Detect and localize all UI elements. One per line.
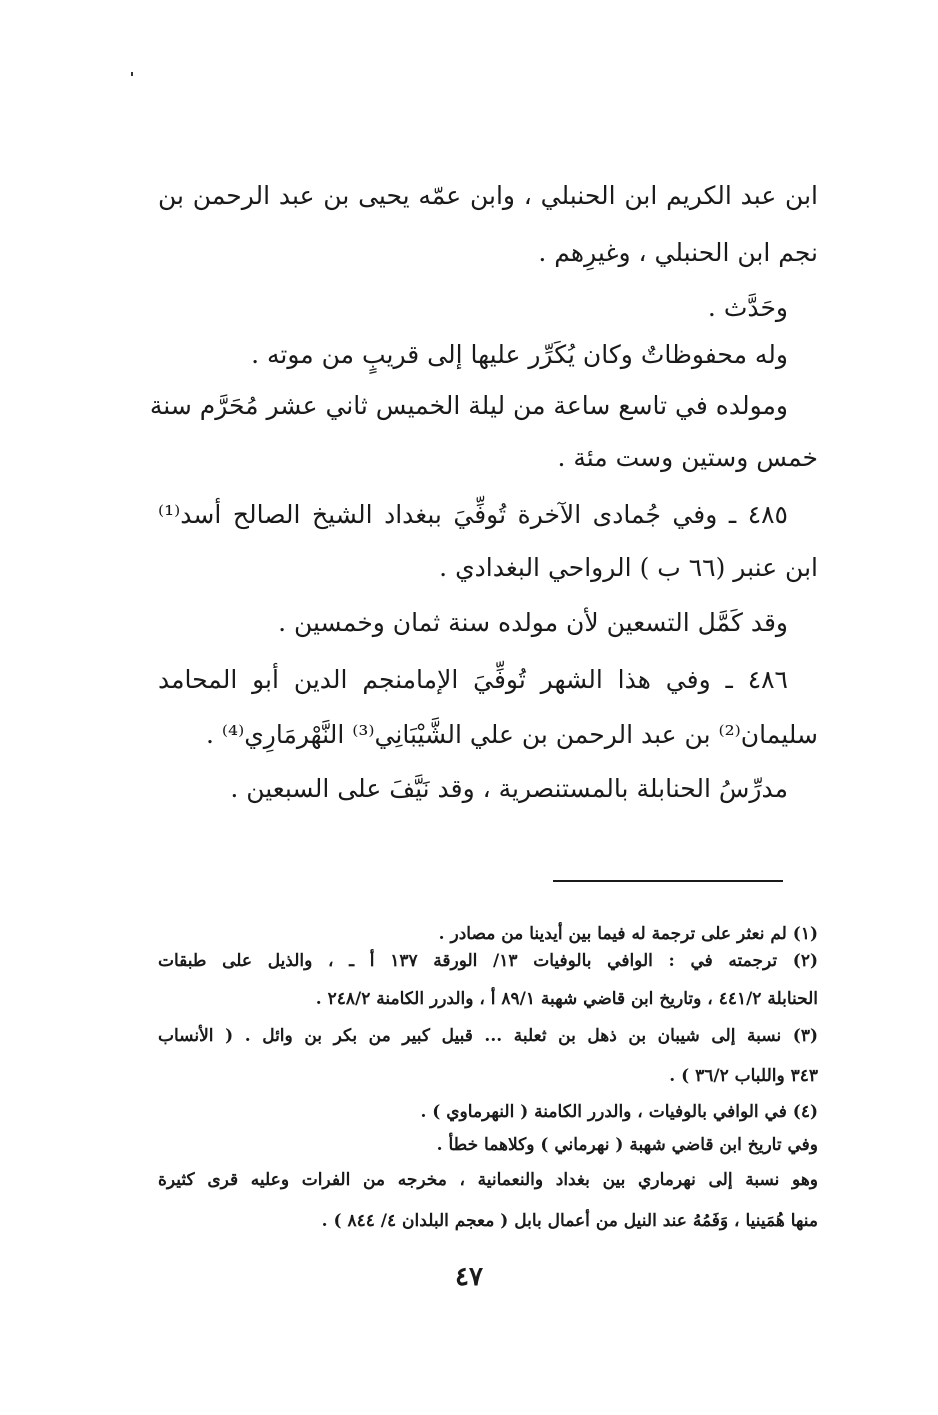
footnote-3: (٣) نسبة إلى شيبان بن ذهل بن ثعلبة ... قبيل كبير من بكر بن وائل . ( الأنساب bbox=[158, 1026, 818, 1046]
footnote-4-cont: منها هُمَينيا ، وَفَمُهُ عند النيل من أعمال بابل ( معجم البلدان ٤/ ٨٤٤ ) . bbox=[321, 1211, 818, 1231]
footnote-2: (٢) ترجمته في : الوافي بالوفيات ١٣/ الورقة ١٣٧ أ ـ ، والذيل على طبقات bbox=[158, 951, 819, 971]
footnote-4: (٤) في الوافي بالوفيات ، والدرر الكامنة ( النهرماوي ) . bbox=[420, 1102, 818, 1122]
body-line: وقد كَمَّل التسعين لأن مولده سنة ثمان وخمسين . bbox=[278, 608, 788, 637]
body-line: ابن عبد الكريم ابن الحنبلي ، وابن عمّه يحيى بن عبد الرحمن بن bbox=[158, 181, 818, 210]
footnote-4-cont: وفي تاريخ ابن قاضي شهبة ( نهرماني ) وكلاهما خطأ . bbox=[436, 1135, 818, 1155]
body-line: خمس وستين وست مئة . bbox=[557, 443, 818, 472]
body-line: مدرِّسُ الحنابلة بالمستنصرية ، وقد نَيَّفَ على السبعين . bbox=[230, 774, 788, 803]
scan-speck bbox=[131, 72, 133, 76]
footnote-2-cont: الحنابلة ٤٤١/٢ ، وتاريخ ابن قاضي شهبة ٨٩/١ أ ، والدرر الكامنة ٢٤٨/٢ . bbox=[315, 989, 818, 1009]
entry-486-heading: ٤٨٦ ـ وفي هذا الشهر تُوفِّيَ الإمامنجم الدين أبو المحامد bbox=[158, 665, 788, 694]
body-line: سليمان⁽²⁾ بن عبد الرحمن بن علي الشَّيْبَانِي⁽³⁾ النَّهْرمَارِي⁽⁴⁾ . bbox=[205, 720, 818, 749]
body-line: ومولده في تاسع ساعة من ليلة الخميس ثاني عشر مُحَرَّم سنة bbox=[149, 391, 788, 420]
footnote-separator bbox=[553, 880, 783, 882]
body-line: وله محفوظاتٌ وكان يُكَرِّر عليها إلى قريبٍ من موته . bbox=[251, 340, 788, 369]
footnote-1: (١) لم نعثر على ترجمة له فيما بين أيدينا من مصادر . bbox=[438, 924, 818, 944]
body-line: ابن عنبر (٦٦ ب ) الرواحي البغدادي . bbox=[439, 553, 818, 582]
footnote-4-cont: وهو نسبة إلى نهرماري بين بغداد والنعمانية ، مخرجه من الفرات وعليه قرى كثيرة bbox=[158, 1170, 818, 1190]
body-line: وحَدَّث . bbox=[707, 293, 788, 322]
page-number: ٤٧ bbox=[455, 1262, 483, 1292]
footnote-3-cont: ٣٤٣ واللباب ٣٦/٢ ) . bbox=[669, 1066, 818, 1086]
entry-485-heading: ٤٨٥ ـ وفي جُمادى الآخرة تُوفِّيَ ببغداد الشيخ الصالح أسد⁽¹⁾ bbox=[158, 500, 788, 529]
body-line: نجم ابن الحنبلي ، وغيرِهم . bbox=[538, 238, 818, 267]
